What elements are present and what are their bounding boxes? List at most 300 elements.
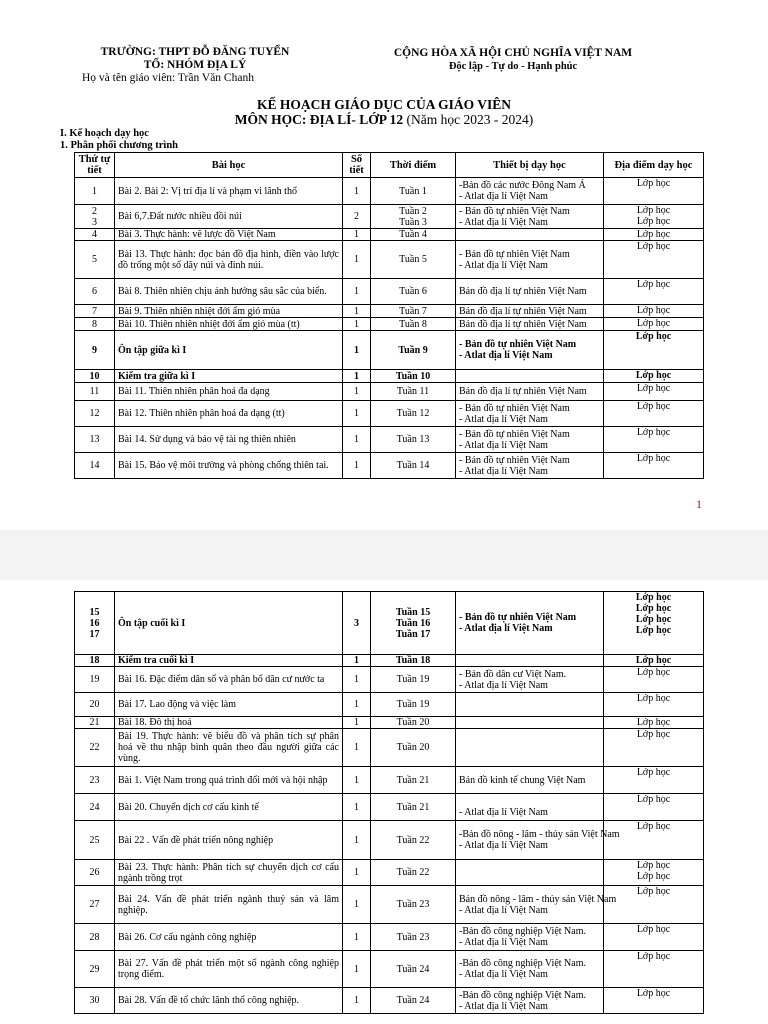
cell-time bbox=[371, 178, 456, 205]
week-label: Tuần 10 bbox=[395, 370, 431, 382]
cell-equipment bbox=[456, 717, 604, 729]
republic-name: CỘNG HÒA XÃ HỘI CHỦ NGHĨA VIỆT NAM bbox=[393, 47, 633, 59]
cell-place bbox=[604, 279, 704, 305]
table-row bbox=[75, 729, 704, 767]
week-label: Tuần 12 bbox=[396, 408, 430, 419]
cell-order bbox=[75, 655, 115, 667]
place-label: Lớp học bbox=[636, 729, 671, 740]
cell-equipment bbox=[456, 205, 604, 229]
cell-periods: 1 bbox=[343, 178, 371, 205]
equipment-item: Bản đồ kinh tế chung Việt Nam bbox=[459, 774, 586, 786]
equipment-item: - Bản đồ tự nhiên Việt Nam bbox=[459, 339, 577, 350]
cell-lesson: Bài 23. Thực hành: Phân tích sự chuyển dịch cơ cấu ngành trồng trọt bbox=[115, 860, 343, 886]
order-number: 3 bbox=[92, 216, 97, 228]
cell-order bbox=[75, 667, 115, 693]
week-label: Tuần 15 bbox=[395, 606, 431, 618]
cell-time bbox=[371, 767, 456, 794]
cell-lesson: Ôn tập giữa kì I bbox=[115, 331, 343, 370]
table-row bbox=[75, 331, 704, 370]
cell-lesson: Bài 17. Lao động và việc làm bbox=[115, 693, 343, 717]
equipment-item: - Atlat địa lí Việt Nam bbox=[459, 623, 553, 634]
cell-equipment bbox=[456, 924, 604, 951]
table-row bbox=[75, 279, 704, 305]
cell-lesson: Bài 12. Thiên nhiên phân hoá đa dạng (tt) bbox=[115, 401, 343, 427]
school-year: (Năm học 2023 - 2024) bbox=[406, 112, 534, 127]
week-label: Tuần 21 bbox=[396, 801, 430, 813]
cell-time bbox=[371, 951, 456, 988]
order-number: 20 bbox=[89, 699, 100, 710]
place-label: Lớp học bbox=[635, 614, 672, 625]
cell-periods: 1 bbox=[343, 988, 371, 1014]
cell-lesson: Bài 18. Đô thị hoá bbox=[115, 717, 343, 729]
equipment-item: - Atlat địa lí Việt Nam bbox=[459, 191, 548, 202]
subsection-heading: 1. Phân phối chương trình bbox=[60, 140, 179, 151]
cell-lesson: Bài 19. Thực hành: vẽ biểu đồ và phân tích sự phân hoá về thu nhập bình quân theo đầu người giữa các vùng. bbox=[115, 729, 343, 767]
cell-time bbox=[371, 988, 456, 1014]
cell-time bbox=[371, 331, 456, 370]
cell-order bbox=[75, 717, 115, 729]
cell-place bbox=[604, 229, 704, 241]
cell-periods: 1 bbox=[343, 401, 371, 427]
cell-order bbox=[75, 924, 115, 951]
table-row bbox=[75, 693, 704, 717]
equipment-item: - Bản đồ tự nhiên Việt Nam bbox=[459, 454, 570, 466]
equipment-item: - Bản đồ tự nhiên Việt Nam bbox=[459, 205, 570, 217]
week-label: Tuần 4 bbox=[399, 229, 427, 240]
table-row bbox=[75, 401, 704, 427]
cell-time bbox=[371, 241, 456, 279]
cell-order bbox=[75, 178, 115, 205]
cell-time bbox=[371, 229, 456, 241]
equipment-item: - Atlat địa lí Việt Nam bbox=[459, 840, 548, 851]
cell-lesson: Bài 24. Vấn đề phát triển ngành thuỷ sản và lâm nghiệp. bbox=[115, 886, 343, 924]
place-label: Lớp học bbox=[636, 178, 671, 189]
table-row bbox=[75, 205, 704, 229]
place-label: Lớp học bbox=[635, 625, 672, 636]
week-label: Tuần 24 bbox=[396, 963, 430, 975]
equipment-item: Bản đồ địa lí tự nhiên Việt Nam bbox=[459, 305, 587, 317]
cell-time bbox=[371, 729, 456, 767]
cell-place bbox=[604, 767, 704, 794]
cell-order bbox=[75, 318, 115, 331]
cell-place bbox=[604, 794, 704, 821]
table-row bbox=[75, 453, 704, 479]
cell-lesson: Bài 9. Thiên nhiên nhiệt đới ẩm gió mùa bbox=[115, 305, 343, 318]
place-label: Lớp học bbox=[636, 667, 671, 678]
week-label: Tuần 9 bbox=[398, 344, 428, 356]
week-label: Tuần 20 bbox=[396, 742, 430, 753]
cell-periods: 1 bbox=[343, 241, 371, 279]
equipment-item: - Atlat địa lí Việt Nam bbox=[459, 350, 553, 361]
table-row bbox=[75, 318, 704, 331]
cell-lesson: Kiểm tra giữa kì I bbox=[115, 370, 343, 383]
cell-time bbox=[371, 318, 456, 331]
cell-place bbox=[604, 924, 704, 951]
table-row bbox=[75, 794, 704, 821]
cell-order bbox=[75, 427, 115, 453]
cell-equipment bbox=[456, 318, 604, 331]
table-row bbox=[75, 229, 704, 241]
order-number: 1 bbox=[92, 185, 97, 197]
cell-periods: 1 bbox=[343, 279, 371, 305]
week-label: Tuần 20 bbox=[396, 717, 430, 728]
table-row bbox=[75, 427, 704, 453]
document-subtitle bbox=[0, 112, 768, 128]
cell-place bbox=[604, 693, 704, 717]
equipment-item: - Atlat địa lí Việt Nam bbox=[459, 937, 548, 948]
cell-order bbox=[75, 241, 115, 279]
cell-periods: 3 bbox=[343, 592, 371, 655]
cell-order bbox=[75, 279, 115, 305]
place-label: Lớp học bbox=[635, 592, 672, 603]
cell-equipment bbox=[456, 178, 604, 205]
place-label: Lớp học bbox=[636, 717, 671, 728]
cell-time bbox=[371, 886, 456, 924]
table-body-page-1 bbox=[75, 178, 704, 479]
order-number: 17 bbox=[89, 628, 100, 640]
cell-time bbox=[371, 655, 456, 667]
order-number: 4 bbox=[92, 229, 97, 240]
cell-equipment bbox=[456, 693, 604, 717]
week-label: Tuần 2 bbox=[399, 205, 427, 217]
cell-place bbox=[604, 453, 704, 479]
national-header bbox=[378, 46, 648, 74]
cell-time bbox=[371, 427, 456, 453]
table-row bbox=[75, 667, 704, 693]
equipment-item: - Bản đồ tự nhiên Việt Nam bbox=[459, 612, 577, 623]
cell-equipment bbox=[456, 383, 604, 401]
place-label: Lớp học bbox=[636, 794, 671, 805]
cell-order bbox=[75, 453, 115, 479]
cell-order bbox=[75, 951, 115, 988]
order-number: 5 bbox=[92, 254, 97, 265]
cell-order bbox=[75, 229, 115, 241]
section-heading: I. Kế hoạch dạy học bbox=[60, 128, 149, 139]
order-number: 11 bbox=[89, 386, 100, 397]
equipment-item: - Atlat địa lí Việt Nam bbox=[459, 904, 548, 916]
cell-lesson: Bài 20. Chuyển dịch cơ cấu kinh tế bbox=[115, 794, 343, 821]
cell-time bbox=[371, 693, 456, 717]
equipment-item: - Atlat địa lí Việt Nam bbox=[459, 679, 548, 691]
place-label: Lớp học bbox=[636, 216, 671, 227]
cell-equipment bbox=[456, 427, 604, 453]
week-label: Tuần 23 bbox=[396, 899, 430, 910]
cell-time bbox=[371, 667, 456, 693]
week-label: Tuần 22 bbox=[396, 867, 430, 878]
curriculum-table-continued bbox=[74, 591, 704, 1014]
order-number: 14 bbox=[89, 460, 100, 471]
order-number: 15 bbox=[89, 606, 100, 618]
curriculum-table bbox=[74, 152, 704, 479]
order-number: 10 bbox=[89, 370, 100, 382]
equipment-item: -Bản đồ nông - lâm - thủy sản Việt Nam bbox=[459, 829, 620, 840]
header-place: Địa điểm dạy học bbox=[604, 153, 704, 178]
equipment-item: - Atlat địa lí Việt Nam bbox=[459, 259, 548, 271]
table-row bbox=[75, 178, 704, 205]
table-row bbox=[75, 821, 704, 860]
document-page-2 bbox=[0, 580, 768, 1024]
cell-lesson: Bài 16. Đặc điểm dân số và phân bố dân cư nước ta bbox=[115, 667, 343, 693]
cell-place bbox=[604, 305, 704, 318]
table-row bbox=[75, 592, 704, 655]
cell-periods: 1 bbox=[343, 667, 371, 693]
cell-equipment bbox=[456, 279, 604, 305]
equipment-item: - Atlat địa lí Việt Nam bbox=[459, 216, 548, 228]
week-label: Tuần 21 bbox=[396, 774, 430, 786]
cell-lesson: Bài 28. Vấn đề tổ chức lãnh thổ công nghiệp. bbox=[115, 988, 343, 1014]
cell-periods: 1 bbox=[343, 318, 371, 331]
cell-lesson: Bài 14. Sử dụng và bảo vệ tài ng thiên nhiên bbox=[115, 427, 343, 453]
cell-periods: 1 bbox=[343, 453, 371, 479]
cell-order bbox=[75, 370, 115, 383]
table-header-row bbox=[75, 153, 704, 178]
cell-periods: 1 bbox=[343, 655, 371, 667]
cell-periods: 1 bbox=[343, 305, 371, 318]
cell-periods: 1 bbox=[343, 693, 371, 717]
equipment-item: -Bản đồ công nghiệp Việt Nam. bbox=[459, 989, 586, 1001]
order-number: 19 bbox=[89, 674, 100, 685]
table-row bbox=[75, 305, 704, 318]
cell-equipment bbox=[456, 886, 617, 924]
order-number: 18 bbox=[89, 655, 100, 666]
equipment-item: - Bản đồ tự nhiên Việt Nam bbox=[459, 402, 570, 414]
place-label: Lớp học bbox=[636, 860, 671, 871]
order-number: 7 bbox=[92, 305, 97, 317]
cell-lesson: Bài 26. Cơ cấu ngành công nghiệp bbox=[115, 924, 343, 951]
page-gap bbox=[0, 530, 768, 580]
cell-lesson: Ôn tập cuối kì I bbox=[115, 592, 343, 655]
cell-lesson: Bài 1. Việt Nam trong quá trình đổi mới và hội nhập bbox=[115, 767, 343, 794]
national-motto: Độc lập - Tự do - Hạnh phúc bbox=[448, 61, 578, 72]
order-number: 6 bbox=[92, 286, 97, 297]
cell-place bbox=[604, 717, 704, 729]
week-label: Tuần 14 bbox=[396, 460, 430, 471]
cell-lesson: Bài 27. Vấn đề phát triển một số ngành công nghiệp trọng điểm. bbox=[115, 951, 343, 988]
place-label: Lớp học bbox=[635, 331, 672, 342]
cell-lesson: Bài 15. Bảo vệ môi trường và phòng chống thiên tai. bbox=[115, 453, 343, 479]
week-label: Tuần 16 bbox=[395, 617, 431, 629]
equipment-item: - Atlat địa lí Việt Nam bbox=[459, 465, 548, 477]
place-label: Lớp học bbox=[636, 401, 671, 412]
equipment-item: - Atlat địa lí Việt Nam bbox=[459, 1000, 548, 1012]
place-label: Lớp học bbox=[636, 427, 671, 438]
week-label: Tuần 19 bbox=[396, 674, 430, 685]
header-time: Thời điểm bbox=[371, 153, 456, 178]
week-label: Tuần 19 bbox=[396, 699, 430, 710]
cell-time bbox=[371, 924, 456, 951]
header-periods: Số tiết bbox=[343, 153, 371, 178]
cell-lesson: Bài 10. Thiên nhiên nhiệt đới ẩm gió mùa (tt) bbox=[115, 318, 343, 331]
place-label: Lớp học bbox=[636, 279, 671, 290]
order-number: 12 bbox=[89, 408, 100, 419]
order-number: 13 bbox=[89, 434, 100, 445]
week-label: Tuần 5 bbox=[399, 254, 427, 265]
subject-label: MÔN HỌC: ĐỊA LÍ- LỚP 12 bbox=[234, 112, 404, 127]
cell-time bbox=[371, 305, 456, 318]
order-number: 22 bbox=[89, 742, 100, 753]
cell-place bbox=[604, 655, 704, 667]
table-row bbox=[75, 241, 704, 279]
cell-lesson: Bài 6,7.Đất nước nhiều đồi núi bbox=[115, 205, 343, 229]
place-label: Lớp học bbox=[636, 383, 671, 394]
cell-periods: 1 bbox=[343, 729, 371, 767]
cell-equipment bbox=[456, 453, 604, 479]
place-label: Lớp học bbox=[636, 453, 671, 464]
cell-periods: 1 bbox=[343, 331, 371, 370]
equipment-item: Bản đồ địa lí tự nhiên Việt Nam bbox=[459, 386, 587, 397]
table-row bbox=[75, 717, 704, 729]
order-number: 21 bbox=[89, 717, 100, 728]
table-row bbox=[75, 767, 704, 794]
week-label: Tuần 18 bbox=[395, 655, 431, 666]
table-row bbox=[75, 383, 704, 401]
cell-order bbox=[75, 401, 115, 427]
cell-equipment bbox=[456, 241, 604, 279]
cell-place bbox=[604, 383, 704, 401]
week-label: Tuần 22 bbox=[396, 834, 430, 846]
cell-lesson: Bài 13. Thực hành: đọc bản đồ địa hình, điền vào lược đồ trống một số dãy núi và đỉnh núi. bbox=[115, 241, 343, 279]
cell-time bbox=[371, 401, 456, 427]
place-label: Lớp học bbox=[636, 205, 671, 216]
cell-time bbox=[371, 592, 456, 655]
order-number: 26 bbox=[89, 867, 100, 878]
cell-order bbox=[75, 693, 115, 717]
place-label: Lớp học bbox=[636, 318, 671, 329]
place-label: Lớp học bbox=[635, 370, 672, 381]
cell-lesson: Kiểm tra cuối kì I bbox=[115, 655, 343, 667]
header-order: Thứ tự tiết bbox=[75, 153, 115, 178]
document-title: KẾ HOẠCH GIÁO DỤC CỦA GIÁO VIÊN bbox=[256, 97, 512, 112]
cell-time bbox=[371, 860, 456, 886]
cell-periods: 1 bbox=[343, 229, 371, 241]
cell-periods: 1 bbox=[343, 717, 371, 729]
equipment-item bbox=[459, 796, 600, 807]
equipment-item: Bản đồ địa lí tự nhiên Việt Nam bbox=[459, 318, 587, 330]
table-row bbox=[75, 924, 704, 951]
cell-order bbox=[75, 305, 115, 318]
cell-equipment bbox=[456, 860, 604, 886]
header-equipment: Thiết bị dạy học bbox=[456, 153, 604, 178]
cell-equipment bbox=[456, 370, 604, 383]
cell-time bbox=[371, 279, 456, 305]
equipment-item: Bản đồ nông - lâm - thủy sản Việt Nam bbox=[459, 893, 617, 905]
cell-equipment bbox=[456, 951, 604, 988]
cell-periods: 1 bbox=[343, 794, 371, 821]
cell-place bbox=[604, 331, 704, 370]
cell-periods: 1 bbox=[343, 951, 371, 988]
order-number: 28 bbox=[89, 931, 100, 943]
cell-order bbox=[75, 988, 115, 1014]
cell-time bbox=[371, 383, 456, 401]
cell-periods: 1 bbox=[343, 886, 371, 924]
cell-order bbox=[75, 860, 115, 886]
week-label: Tuần 24 bbox=[396, 995, 430, 1006]
cell-order bbox=[75, 331, 115, 370]
table-body-page-2 bbox=[75, 592, 704, 1014]
table-row bbox=[75, 988, 704, 1014]
cell-equipment bbox=[456, 729, 604, 767]
cell-periods: 1 bbox=[343, 370, 371, 383]
place-label: Lớp học bbox=[635, 655, 672, 666]
cell-lesson: Bài 22 . Vấn đề phát triển nông nghiệp bbox=[115, 821, 343, 860]
cell-equipment bbox=[456, 331, 604, 370]
table-row bbox=[75, 860, 704, 886]
place-label: Lớp học bbox=[636, 821, 671, 832]
cell-equipment bbox=[456, 305, 604, 318]
cell-equipment bbox=[456, 794, 604, 821]
week-label: Tuần 11 bbox=[396, 386, 430, 397]
week-label: Tuần 13 bbox=[396, 434, 430, 445]
cell-equipment bbox=[456, 767, 604, 794]
cell-place bbox=[604, 401, 704, 427]
equipment-item: -Bản đồ công nghiệp Việt Nam. bbox=[459, 958, 586, 969]
week-label: Tuần 6 bbox=[399, 286, 427, 297]
week-label: Tuần 1 bbox=[399, 185, 427, 197]
cell-periods: 1 bbox=[343, 383, 371, 401]
equipment-item: -Bản đồ công nghiệp Việt Nam. bbox=[459, 926, 586, 937]
order-number: 9 bbox=[92, 344, 97, 356]
cell-order bbox=[75, 794, 115, 821]
cell-order bbox=[75, 729, 115, 767]
cell-place bbox=[604, 205, 704, 229]
place-label: Lớp học bbox=[636, 693, 671, 704]
order-number: 16 bbox=[89, 617, 100, 629]
order-number: 30 bbox=[89, 995, 100, 1006]
cell-equipment bbox=[456, 655, 604, 667]
cell-place bbox=[604, 729, 704, 767]
cell-place bbox=[604, 592, 704, 655]
cell-periods: 1 bbox=[343, 821, 371, 860]
cell-time bbox=[371, 821, 456, 860]
order-number: 24 bbox=[89, 801, 100, 813]
place-label: Lớp học bbox=[636, 229, 671, 240]
page-number: 1 bbox=[696, 497, 702, 511]
place-label: Lớp học bbox=[635, 603, 672, 614]
order-number: 23 bbox=[89, 774, 100, 786]
place-label: Lớp học bbox=[636, 305, 671, 316]
cell-periods: 1 bbox=[343, 767, 371, 794]
week-label: Tuần 8 bbox=[399, 318, 427, 330]
cell-periods: 1 bbox=[343, 860, 371, 886]
cell-equipment bbox=[456, 401, 604, 427]
cell-place bbox=[604, 951, 704, 988]
order-number: 8 bbox=[92, 318, 97, 330]
place-label: Lớp học bbox=[636, 924, 671, 935]
table-row bbox=[75, 655, 704, 667]
week-label: Tuần 17 bbox=[395, 628, 431, 640]
place-label: Lớp học bbox=[636, 886, 671, 897]
cell-order bbox=[75, 767, 115, 794]
order-number: 2 bbox=[92, 205, 97, 217]
cell-periods: 1 bbox=[343, 427, 371, 453]
equipment-item: - Bản đồ tự nhiên Việt Nam bbox=[459, 428, 570, 440]
place-label: Lớp học bbox=[636, 951, 671, 962]
equipment-item: Bản đồ địa lí tự nhiên Việt Nam bbox=[459, 286, 587, 297]
equipment-item: - Atlat địa lí Việt Nam bbox=[459, 413, 548, 425]
cell-equipment bbox=[456, 229, 604, 241]
cell-lesson: Bài 11. Thiên nhiên phân hoá đa dạng bbox=[115, 383, 343, 401]
cell-order bbox=[75, 821, 115, 860]
cell-equipment bbox=[456, 667, 604, 693]
cell-place bbox=[604, 370, 704, 383]
cell-time bbox=[371, 717, 456, 729]
cell-lesson: Bài 8. Thiên nhiên chịu ảnh hưởng sâu sắc của biển. bbox=[115, 279, 343, 305]
table-row bbox=[75, 886, 704, 924]
cell-place bbox=[604, 178, 704, 205]
cell-place bbox=[604, 667, 704, 693]
cell-order bbox=[75, 205, 115, 229]
equipment-item: - Atlat địa lí Việt Nam bbox=[459, 439, 548, 451]
